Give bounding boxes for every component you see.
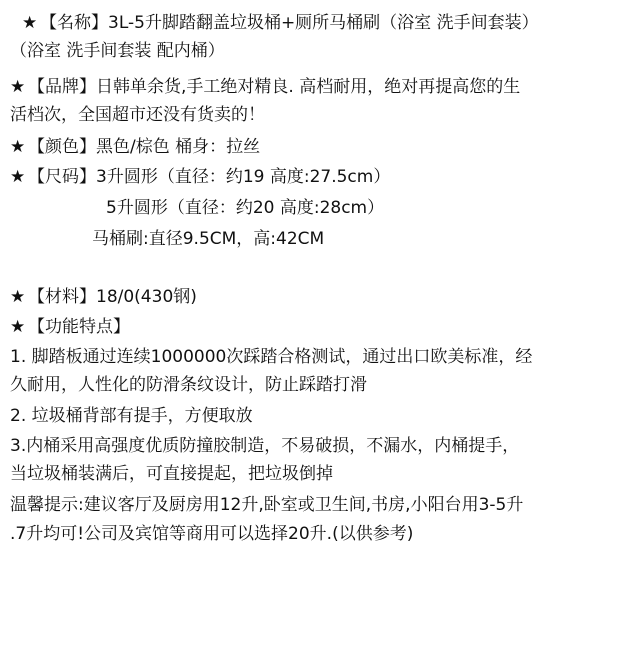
star-icon: ★	[22, 13, 38, 33]
name-line-continued: （浴室 洗手间套装 配内桶）	[10, 41, 225, 61]
feature-3-continued: 当垃圾桶装满后，可直接提起，把垃圾倒掉	[10, 464, 333, 484]
material-line: ★ 【材料】18/0(430钢)	[10, 287, 197, 307]
color-line: ★ 【颜色】黑色/棕色 桶身：拉丝	[10, 137, 261, 157]
size-line-brush: 马桶刷:直径9.5CM，高:42CM	[92, 229, 325, 249]
size-line: ★ 【尺码】3升圆形（直径：约19 高度:27.5cm）	[10, 167, 391, 187]
star-icon: ★	[10, 167, 26, 187]
feature-2: 2. 垃圾桶背部有提手，方便取放	[10, 406, 253, 426]
size-line-5l: 5升圆形（直径：约20 高度:28cm）	[106, 198, 385, 218]
features-heading: ★ 【功能特点】	[10, 317, 130, 337]
star-icon: ★	[10, 77, 26, 97]
tip-line: 温馨提示:建议客厅及厨房用12升,卧室或卫生间,书房,小阳台用3-5升	[10, 495, 524, 515]
name-line: ★ 【名称】3L-5升脚踏翻盖垃圾桶+厕所马桶刷（浴室 洗手间套装）	[22, 13, 539, 33]
brand-line: ★ 【品牌】日韩单余货,手工绝对精良. 高档耐用，绝对再提高您的生	[10, 77, 521, 97]
tip-line-continued: .7升均可!公司及宾馆等商用可以选择20升.(以供参考)	[10, 524, 414, 544]
star-icon: ★	[10, 287, 26, 307]
feature-1: 1. 脚踏板通过连续1000000次踩踏合格测试，通过出口欧美标准，经	[10, 347, 533, 367]
star-icon: ★	[10, 317, 26, 337]
star-icon: ★	[10, 137, 26, 157]
brand-line-continued: 活档次，全国超市还没有货卖的！	[10, 105, 265, 125]
feature-3: 3.内桶采用高强度优质防撞胶制造，不易破损，不漏水，内桶提手，	[10, 436, 520, 456]
feature-1-continued: 久耐用，人性化的防滑条纹设计，防止踩踏打滑	[10, 375, 367, 395]
